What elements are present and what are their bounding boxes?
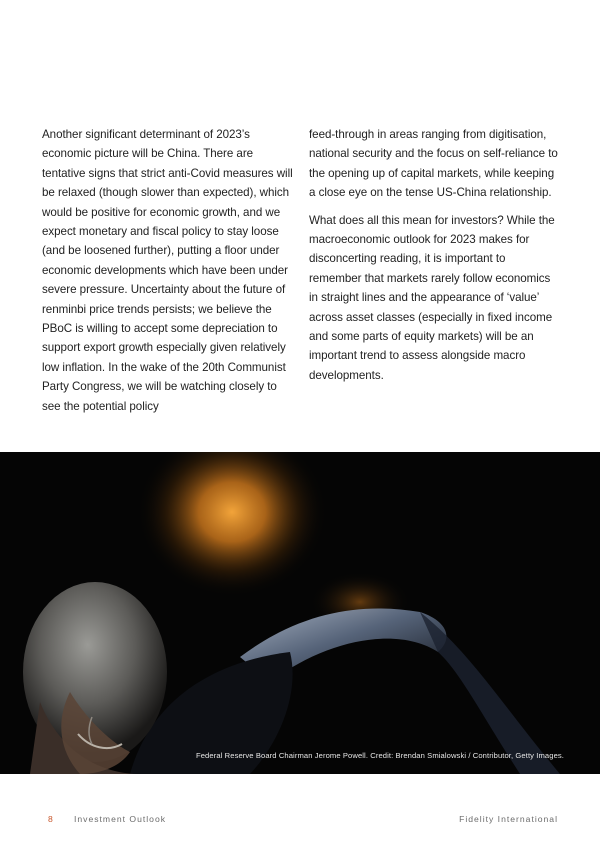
right-text-column [309, 125, 561, 385]
page-number: 8 [48, 814, 54, 824]
publication-title: Investment Outlook [74, 814, 167, 824]
photo-illustration [0, 452, 600, 774]
company-name: Fidelity International [459, 814, 558, 824]
photo-caption: Federal Reserve Board Chairman Jerome Powell. Credit: Brendan Smialowski / Contributor, Getty Images. [196, 751, 564, 760]
left-text-column [42, 125, 294, 416]
page-footer [0, 812, 600, 832]
body-paragraph: Another significant determinant of 2023’s economic picture will be China. There are tentative signs that strict anti-Covid measures will be relaxed (though slower than expected), which would be positive for economic growth, and we expect monetary and fiscal policy to stay loose (and be loosened further), putting a floor under economic developments which have been under severe pressure. Uncertainty about the future of renminbi price trends persists; we believe the PBoC is willing to accept some depreciation to support export growth especially given relatively low inflation. In the wake of the 20th Communist Party Congress, we will be watching closely to see the potential policy [42, 128, 293, 413]
body-paragraph: feed-through in areas ranging from digitisation, national security and the focus on self-reliance to the opening up of capital markets, while keeping a close eye on the tense US-China relationship. [309, 128, 558, 200]
article-photo [0, 452, 600, 774]
body-paragraph: What does all this mean for investors? While the macroeconomic outlook for 2023 makes for disconcerting reading, it is important to remember that markets rarely follow economics in straight lines and the appearance of ‘value’ across asset classes (especially in fixed income and some parts of equity markets) will be an important trend to assess alongside macro developments. [309, 213, 555, 382]
